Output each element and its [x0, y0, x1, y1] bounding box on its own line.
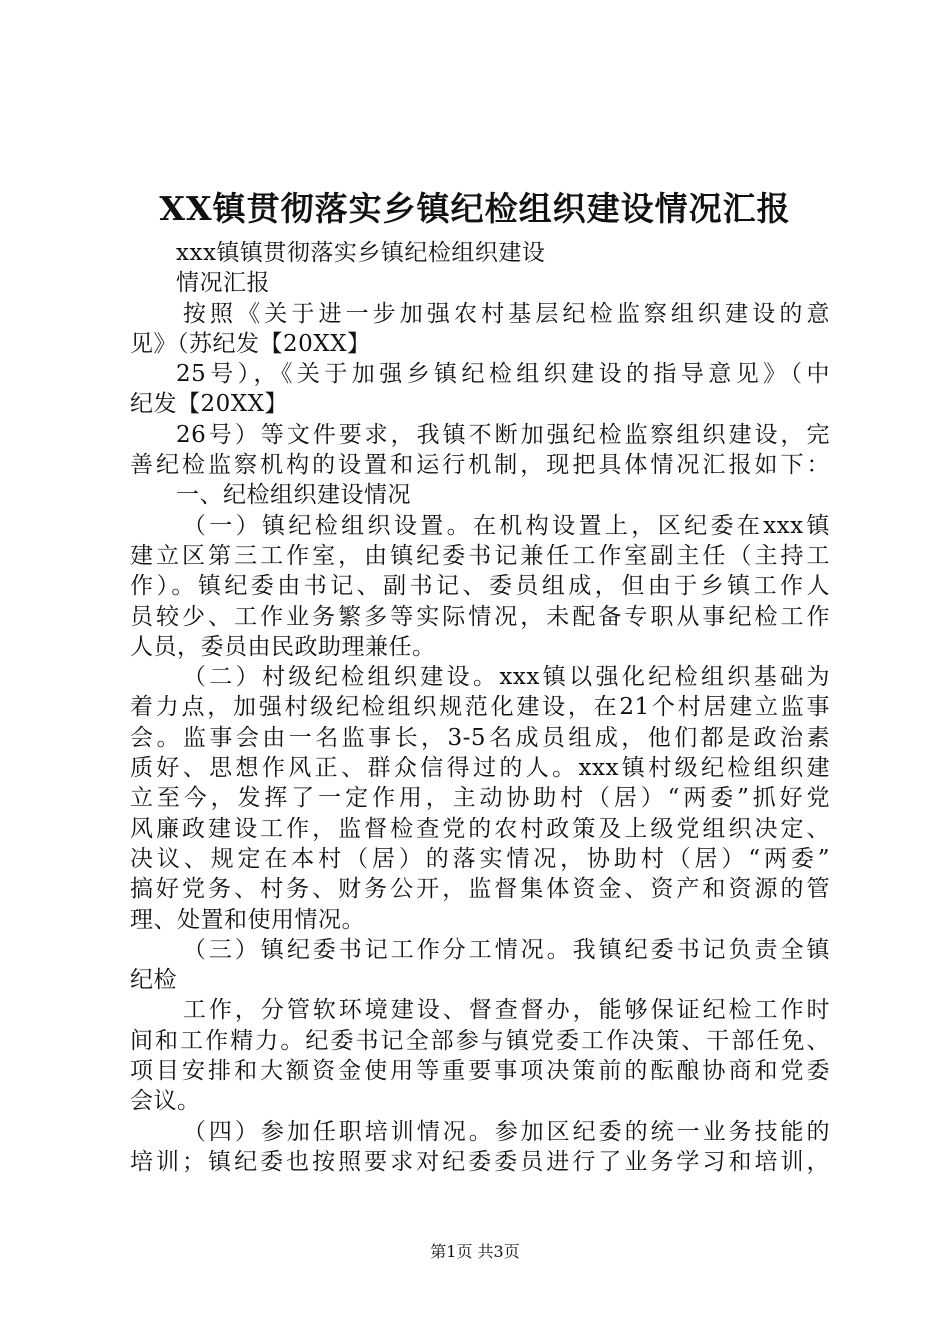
text-line: 员较少、工作业务繁多等实际情况，未配备专职从事纪检工作: [130, 603, 830, 630]
text-line: 搞好党务、村务、财务公开，监督集体资金、资产和资源的管: [130, 876, 830, 903]
text-line: 项目安排和大额资金使用等重要事项决策前的酝酿协商和党委: [130, 1058, 830, 1085]
text-line: 一、纪检组织建设情况: [176, 482, 411, 509]
text-line: 着力点，加强村级纪检组织规范化建设，在21个村居建立监事: [130, 694, 830, 721]
text-line: xxx镇镇贯彻落实乡镇纪检组织建设: [176, 240, 546, 266]
page-footer: 第1页 共3页: [430, 1242, 520, 1261]
text-line: 按照《关于进一步加强农村基层纪检监察组织建设的意: [182, 300, 830, 327]
text-line: 作）。镇纪委由书记、副书记、委员组成，但由于乡镇工作人: [130, 573, 830, 600]
text-line: 26号）等文件要求，我镇不断加强纪检监察组织建设，完: [176, 421, 830, 448]
text-line: 风廉政建设工作，监督检查党的农村政策及上级党组织决定、: [130, 815, 830, 842]
text-line: 善纪检监察机构的设置和运行机制，现把具体情况汇报如下：: [130, 452, 830, 479]
text-line: 会议。: [130, 1088, 201, 1115]
text-line: （三）镇纪委书记工作分工情况。我镇纪委书记负责全镇: [182, 936, 830, 963]
text-line: 纪检: [130, 967, 177, 994]
text-line: 培训；镇纪委也按照要求对纪委委员进行了业务学习和培训，: [130, 1148, 830, 1175]
text-line: 立至今，发挥了一定作用，主动协助村（居）“两委”抓好党: [130, 785, 830, 812]
text-line: 会。监事会由一名监事长，3-5名成员组成，他们都是政治素: [130, 724, 830, 751]
text-line: 间和工作精力。纪委书记全部参与镇党委工作决策、干部任免、: [130, 1027, 830, 1054]
text-line: （四）参加任职培训情况。参加区纪委的统一业务技能的: [182, 1118, 830, 1145]
text-line: 25号），《关于加强乡镇纪检组织建设的指导意见》（中: [176, 361, 830, 388]
text-line: 工作，分管软环境建设、督查督办，能够保证纪检工作时: [182, 997, 830, 1024]
text-line: 情况汇报: [176, 270, 270, 297]
text-line: 质好、思想作风正、群众信得过的人。xxx镇村级纪检组织建: [130, 755, 830, 782]
text-line: 纪发【20XX】: [130, 391, 289, 418]
document-body: [130, 238, 830, 1177]
text-line: 人员，委员由民政助理兼任。: [130, 633, 436, 660]
document-title: XX镇贯彻落实乡镇纪检组织建设情况汇报: [159, 189, 791, 228]
text-line: 建立区第三工作室，由镇纪委书记兼任工作室副主任（主持工: [130, 542, 830, 569]
text-line: （二）村级纪检组织建设。xxx镇以强化纪检组织基础为: [182, 664, 830, 691]
text-line: 理、处置和使用情况。: [130, 906, 365, 933]
text-line: 见》（苏纪发【20XX】: [130, 330, 371, 357]
text-line: 决议、规定在本村（居）的落实情况，协助村（居）“两委”: [130, 845, 830, 872]
text-line: （一）镇纪检组织设置。在机构设置上，区纪委在xxx镇: [182, 512, 830, 539]
